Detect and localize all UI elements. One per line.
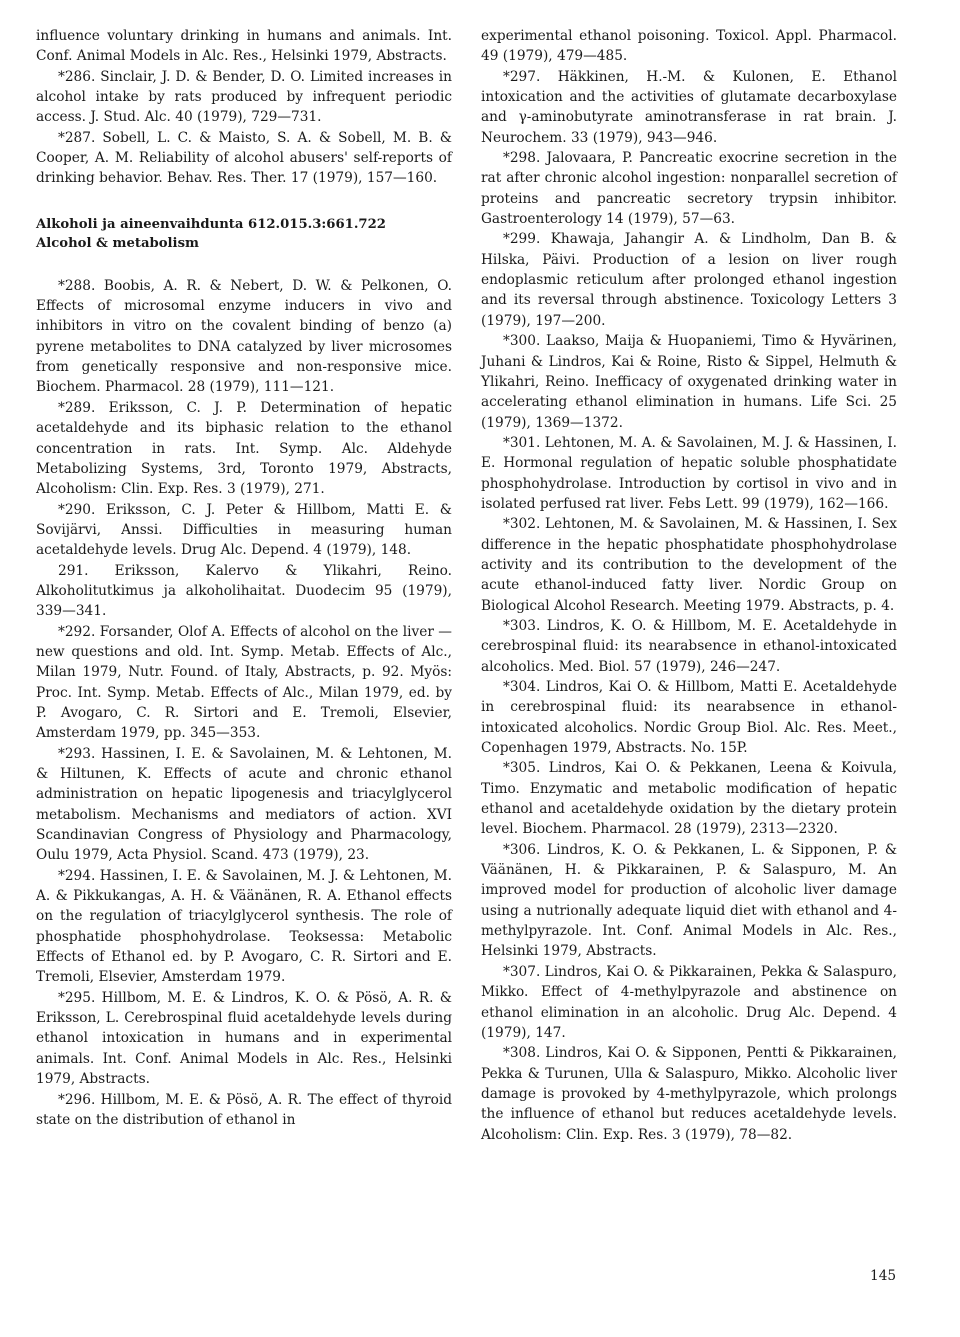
- reference-entry: *305. Lindros, Kai O. & Pekkanen, Leena & Koivula, Timo. Enzymatic and metabolic modification of hepatic ethanol and acetaldehyde oxidation by the dietary protein level. Biochem. Pharmacol. 28 (1979), 2313—2320.: [481, 760, 897, 838]
- reference-entry: *308. Lindros, Kai O. & Sipponen, Pentti & Pikkarainen, Pekka & Turunen, Ulla & Salaspuro, Mikko. Alcoholic liver damage is provoked by 4-methylpyrazole, which prolongs the influence of ethanol but reduces acetaldehyde levels. Alcoholism: Clin. Exp. Res. 3 (1979), 78—82.: [481, 1045, 897, 1143]
- reference-entry: 291. Eriksson, Kalervo & Ylikahri, Reino. Alkoholitutkimus ja alkoholihaitat. Duodecim 95 (1979), 339—341.: [36, 562, 452, 620]
- reference-entry: *288. Boobis, A. R. & Nebert, D. W. & Pelkonen, O. Effects of microsomal enzyme inducers in vivo and inhibitors in vitro on the covalent binding of benzo (a) pyrene metabolites to DNA catalyzed by liver microsomes from genetically responsive and non-responsive mice. Biochem. Pharmacol. 28 (1979), 111—121.: [36, 277, 452, 396]
- section-heading-english: Alcohol & metabolism: [36, 235, 199, 251]
- reference-entry: *290. Eriksson, C. J. Peter & Hillbom, Matti E. & Sovijärvi, Anssi. Difficulties in measuring human acetaldehyde levels. Drug Alc. Depend. 4 (1979), 148.: [36, 501, 452, 559]
- reference-entry: experimental ethanol poisoning. Toxicol. Appl. Pharmacol. 49 (1979), 479—485.: [481, 28, 897, 65]
- reference-entry: *301. Lehtonen, M. A. & Savolainen, M. J. & Hassinen, I. E. Hormonal regulation of hepatic soluble phosphatidate phosphohydrolase. Introduction by cortisol in vivo and in isolated perfused rat liver. Febs Lett. 99 (1979), 162—166.: [481, 434, 897, 512]
- reference-entry: *294. Hassinen, I. E. & Savolainen, M. J. & Lehtonen, M. A. & Pikkukangas, A. H. & Väänänen, R. A. Ethanol effects on the regulation of triacylglycerol synthesis. The role of phosphatide phosphohydrolase. Teoksessa: Metabolic Effects of Ethanol ed. by P. Avogaro, C. R. Sirtori and E. Tremoli, Elsevier, Amsterdam 1979.: [36, 867, 452, 986]
- reference-entry: *298. Jalovaara, P. Pancreatic exocrine secretion in the rat after chronic alcohol ingestion: nonparallel secretion of proteins and pancreatic secretory trypsin inhibitor. Gastroenterology 14 (1979), 57—63.: [481, 150, 897, 228]
- reference-entry: *307. Lindros, Kai O. & Pikkarainen, Pekka & Salaspuro, Mikko. Effect of 4-methylpyrazole and abstinence on ethanol elimination in an alcoholic. Drug Alc. Depend. 4 (1979), 147.: [481, 963, 897, 1041]
- reference-entry: *289. Eriksson, C. J. P. Determination of hepatic acetaldehyde and its biphasic relation to the ethanol concentration in rats. Int. Symp. Alc. Aldehyde Metabolizing Systems, 3rd, Toronto 1979, Abstracts, Alcoholism: Clin. Exp. Res. 3 (1979), 271.: [36, 399, 452, 498]
- section-heading: [36, 215, 452, 253]
- reference-entry: *295. Hillbom, M. E. & Lindros, K. O. & Pösö, A. R. & Eriksson, L. Cerebrospinal fluid acetaldehyde levels during ethanol intoxication in humans and in experimental animals. Int. Conf. Animal Models in Alc. Res., Helsinki 1979, Abstracts.: [36, 989, 452, 1088]
- reference-entry: *287. Sobell, L. C. & Maisto, S. A. & Sobell, M. B. & Cooper, A. M. Reliability of alcohol abusers' self-reports of drinking behavior. Behav. Res. Ther. 17 (1979), 157—160.: [36, 129, 452, 187]
- reference-entry: *293. Hassinen, I. E. & Savolainen, M. & Lehtonen, M. & Hiltunen, K. Effects of acute and chronic ethanol administration on hepatic lipogenesis and triacylglycerol metabolism. Mechanisms and mediators of action. XVI Scandinavian Congress of Physiology and Pharmacology, Oulu 1979, Acta Physiol. Scand. 473 (1979), 23.: [36, 745, 452, 864]
- reference-entry: *306. Lindros, K. O. & Pekkanen, L. & Sipponen, P. & Väänänen, H. & Pikkarainen, P. & Salaspuro, M. An improved model for production of alcoholic liver damage using a nutrionally adequate liquid diet with ethanol and 4-methylpyrazole. Int. Conf. Animal Models in Alc. Res., Helsinki 1979, Abstracts.: [481, 841, 897, 960]
- reference-entry: *304. Lindros, Kai O. & Hillbom, Matti E. Acetaldehyde in cerebrospinal fluid: its nearabsence in ethanol-intoxicated alcoholics. Nordic Group Biol. Alc. Res. Meet., Copenhagen 1979, Abstracts. No. 15P.: [481, 679, 897, 757]
- left-column: [36, 26, 452, 1130]
- section-heading-finnish: Alkoholi ja aineenvaihdunta 612.015.3:661.722: [36, 216, 386, 232]
- reference-entry: *292. Forsander, Olof A. Effects of alcohol on the liver — new questions and old. Int. Symp. Metab. Effects of Alc., Milan 1979, Nutr. Found. of Italy, Abstracts, p. 92. Myös: Proc. Int. Symp. Metab. Effects of Alc., Milan 1979, ed. by P. Avogaro, C. R. Sirtori and E. Tremoli, Elsevier, Amsterdam 1979, pp. 345—353.: [36, 623, 452, 742]
- right-column: [481, 26, 897, 1145]
- reference-entry: *303. Lindros, K. O. & Hillbom, M. E. Acetaldehyde in cerebrospinal fluid: its nearabsence in ethanol-intoxicated alcoholics. Med. Biol. 57 (1979), 246—247.: [481, 617, 897, 675]
- reference-entry: *299. Khawaja, Jahangir A. & Lindholm, Dan B. & Hilska, Päivi. Production of a lesion on liver rough endoplasmic reticulum after prolonged ethanol ingestion and its reversal through abstinence. Toxicology Letters 3 (1979), 197—200.: [481, 231, 897, 329]
- reference-entry: *297. Häkkinen, H.-M. & Kulonen, E. Ethanol intoxication and the activities of glutamate decarboxylase and γ-aminobutyrate aminotransferase in rat brain. J. Neurochem. 33 (1979), 943—946.: [481, 68, 897, 146]
- page-number: 145: [870, 1268, 897, 1284]
- reference-entry: *300. Laakso, Maija & Huopaniemi, Timo & Hyvärinen, Juhani & Lindros, Kai & Roine, Risto & Sippel, Helmuth & Ylikahri, Reino. Inefficacy of oxygenated drinking water in accelerating ethanol elimination in humans. Life Sci. 25 (1979), 1369—1372.: [481, 333, 897, 431]
- reference-entry: *286. Sinclair, J. D. & Bender, D. O. Limited increases in alcohol intake by rats produced by infrequent periodic access. J. Stud. Alc. 40 (1979), 729—731.: [36, 68, 452, 126]
- reference-entry: *302. Lehtonen, M. & Savolainen, M. & Hassinen, I. Sex difference in the hepatic phosphatidate phosphohydrolase activity and its contribution to the development of the acute ethanol-induced fatty liver. Nordic Group on Biological Alcohol Research. Meeting 1979. Abstracts, p. 4.: [481, 516, 897, 614]
- reference-entry: influence voluntary drinking in humans and animals. Int. Conf. Animal Models in Alc. Res., Helsinki 1979, Abstracts.: [36, 28, 452, 65]
- reference-entry: *296. Hillbom, M. E. & Pösö, A. R. The effect of thyroid state on the distribution of ethanol in: [36, 1091, 452, 1128]
